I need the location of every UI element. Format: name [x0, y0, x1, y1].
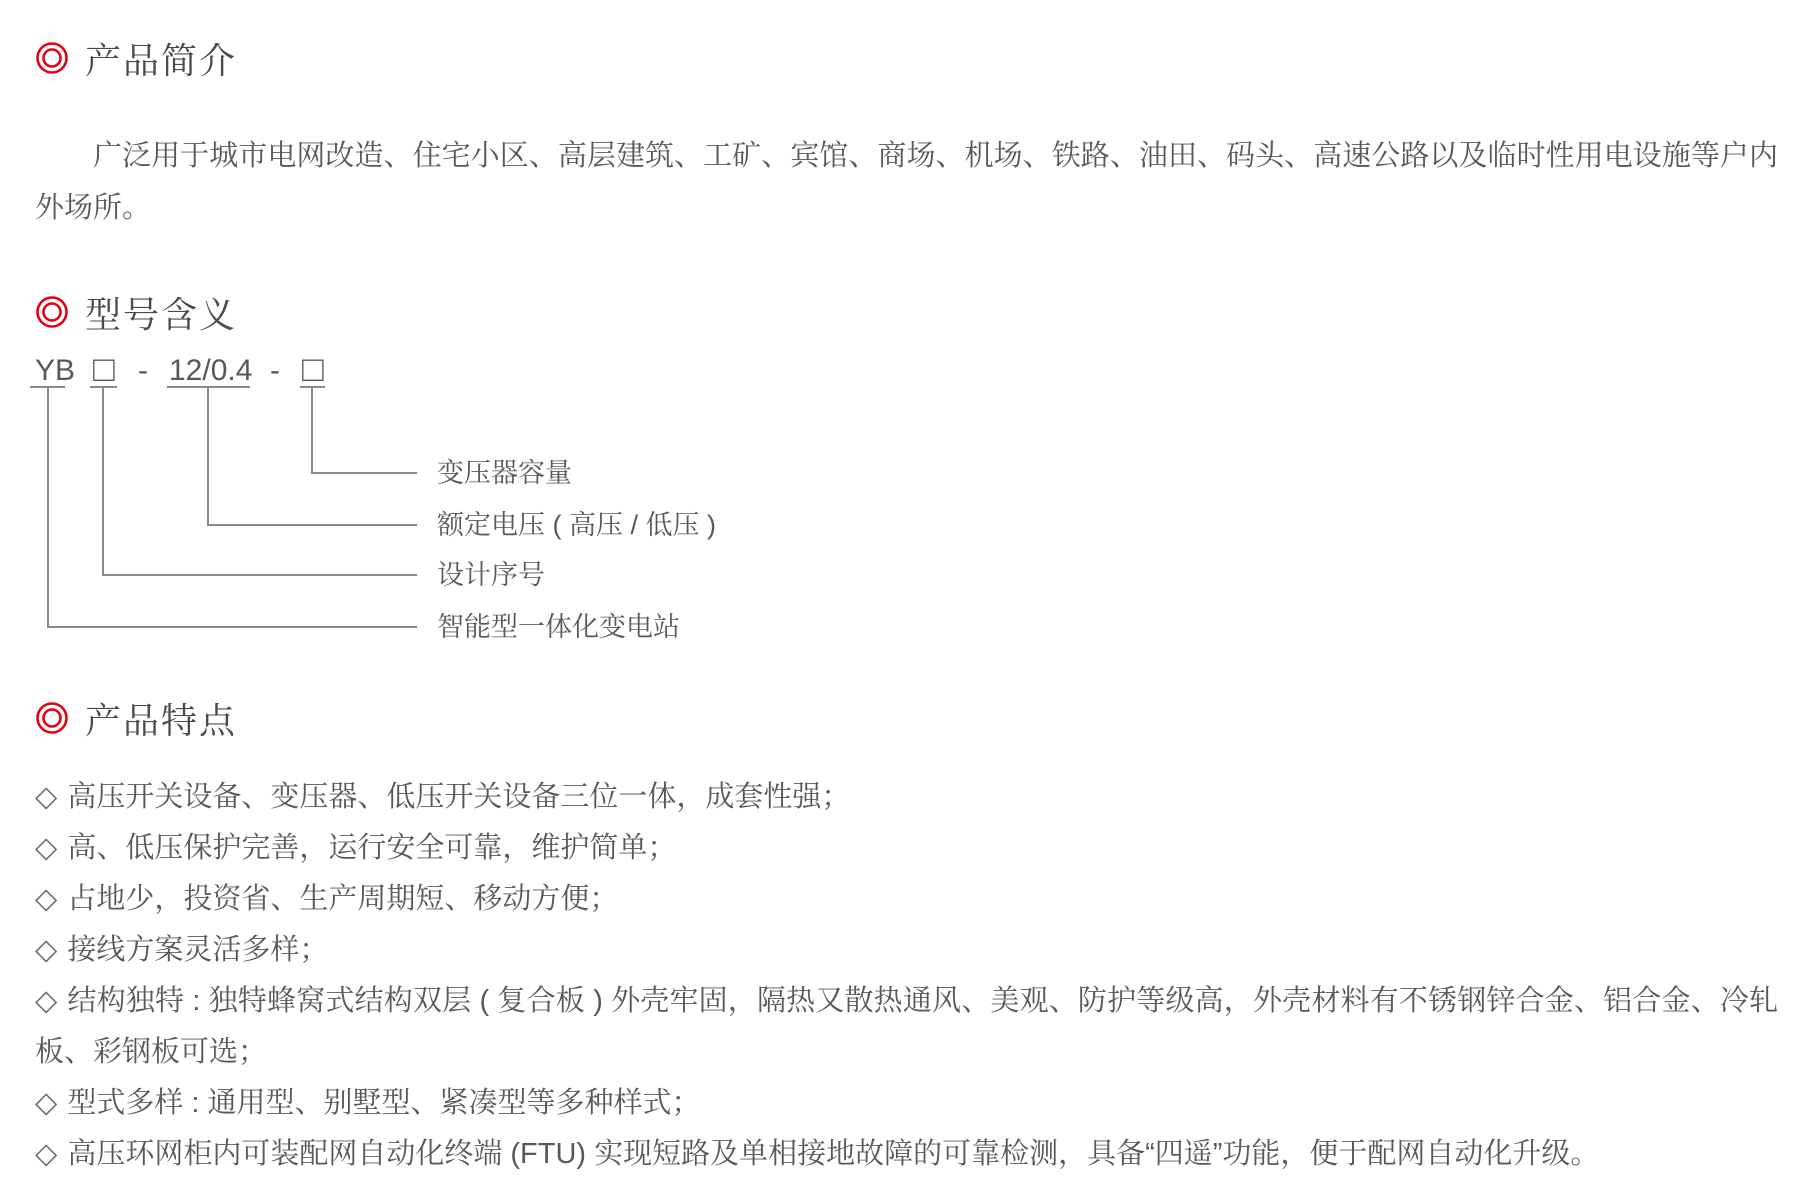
feature-text: 占地少，投资省、生产周期短、移动方便； — [67, 883, 619, 915]
feature-text: 型式多样 : 通用型、别墅型、紧凑型等多种样式； — [67, 1087, 701, 1119]
intro-paragraph: 广泛用于城市电网改造、住宅小区、高层建筑、工矿、宾馆、商场、机场、铁路、油田、码头、高速公路以及临时性用电设施等户内外场所。 — [35, 140, 1778, 224]
section-heading-model-meaning — [35, 290, 1778, 334]
model-code-prefix: YB — [35, 354, 76, 387]
diamond-bullet-icon: ◇ — [35, 985, 58, 1017]
connector-line-design-serial — [103, 387, 417, 575]
feature-item — [35, 1129, 1778, 1180]
feature-text: 高压开关设备、变压器、低压开关设备三位一体，成套性强； — [67, 781, 851, 813]
feature-text: 高压环网柜内可装配网自动化终端 (FTU) 实现短路及单相接地故障的可靠检测，具备“四遥”功能，便于配网自动化升级。 — [67, 1138, 1600, 1170]
diamond-bullet-icon: ◇ — [35, 832, 58, 864]
section-title: 产品简介 — [85, 39, 238, 81]
connector-line-transformer-capacity — [312, 387, 417, 473]
model-label-station-type: 智能型一体化变电站 — [437, 612, 680, 642]
feature-item — [35, 772, 1778, 823]
model-label-design-serial: 设计序号 — [437, 560, 545, 590]
diamond-bullet-icon: ◇ — [35, 883, 58, 915]
model-code-box-capacity: □ — [302, 348, 324, 389]
section-heading-product-features — [35, 696, 1778, 740]
feature-item — [35, 925, 1778, 976]
model-label-transformer-capacity: 变压器容量 — [437, 458, 572, 488]
diamond-bullet-icon: ◇ — [35, 1087, 58, 1119]
model-code-dash: - — [138, 354, 148, 387]
section-heading-product-intro — [35, 36, 1778, 80]
feature-item — [35, 874, 1778, 925]
double-circle-icon — [35, 295, 69, 329]
feature-item — [35, 976, 1778, 1078]
section-title: 型号含义 — [85, 293, 238, 335]
double-circle-icon — [35, 41, 69, 75]
model-code-box-design: □ — [93, 348, 115, 389]
double-circle-icon — [35, 701, 69, 735]
model-label-rated-voltage: 额定电压 ( 高压 / 低压 ) — [437, 510, 716, 540]
model-code-dash: - — [270, 354, 280, 387]
feature-item — [35, 823, 1778, 874]
diamond-bullet-icon: ◇ — [35, 934, 58, 966]
diamond-bullet-icon: ◇ — [35, 1138, 58, 1170]
model-code-diagram — [35, 348, 1778, 656]
model-code-voltage: 12/0.4 — [169, 354, 253, 387]
section-title: 产品特点 — [85, 699, 238, 741]
feature-text: 结构独特 : 独特蜂窝式结构双层 ( 复合板 ) 外壳牢固，隔热又散热通风、美观、防护等级高，外壳材料有不锈钢锌合金、铝合金、冷轧板、彩钢板可选； — [35, 985, 1778, 1068]
feature-list — [35, 772, 1778, 1180]
feature-text: 接线方案灵活多样； — [67, 934, 329, 966]
diamond-bullet-icon: ◇ — [35, 781, 58, 813]
feature-item — [35, 1078, 1778, 1129]
feature-text: 高、低压保护完善，运行安全可靠，维护简单； — [67, 832, 677, 864]
